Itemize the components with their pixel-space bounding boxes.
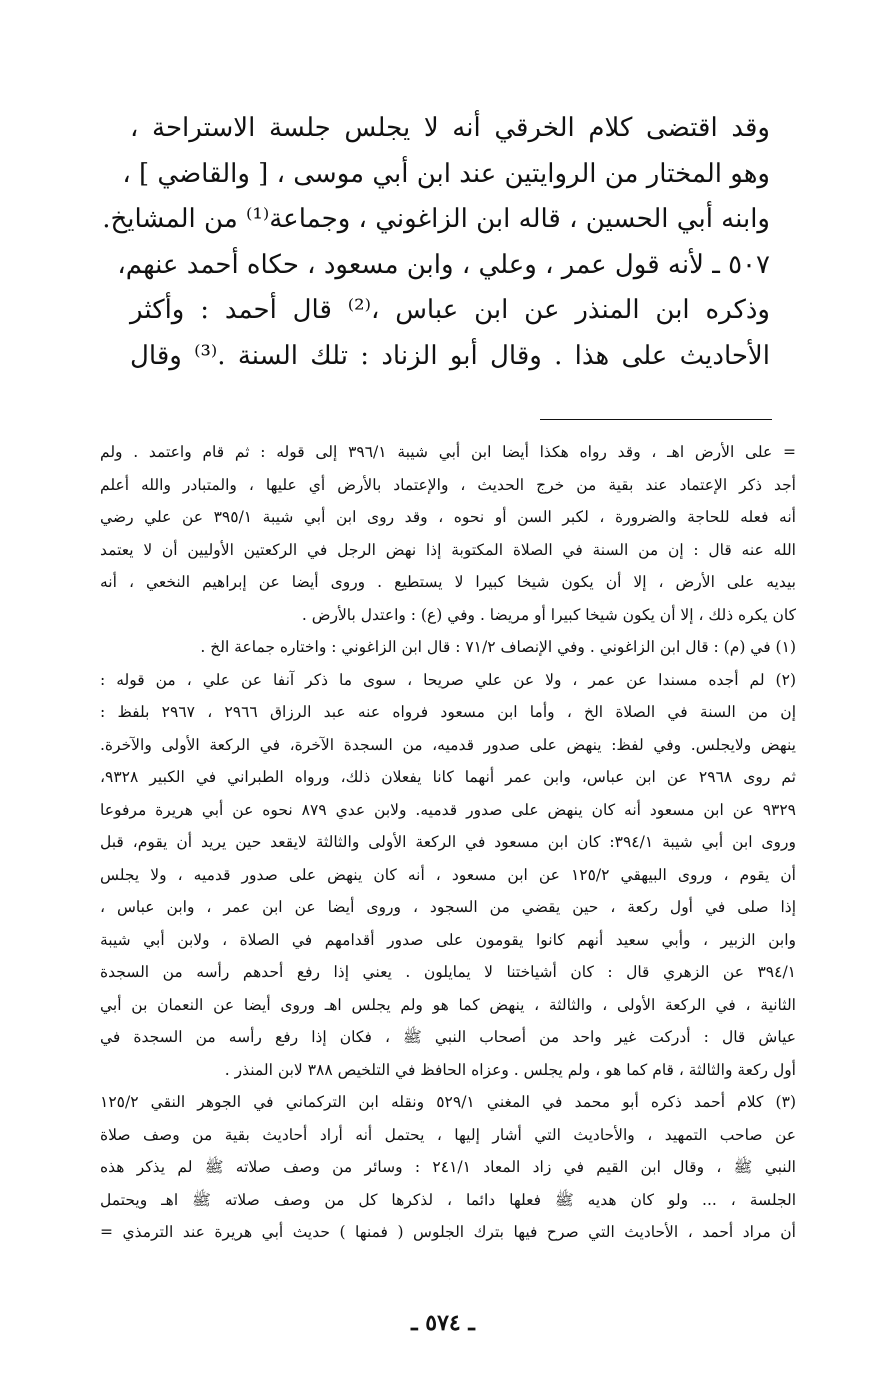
footnote-line: إن من السنة في الصلاة الخ ، وأما ابن مسعود فرواه عنه عبد الرزاق ٢٩٦٦ ، ٢٩٦٧ بلفظ : xyxy=(100,703,796,721)
footnote-line: أن مراد أحمد ، الأحاديث التي صرح فيها بترك الجلوس ( فمنها ) حديث أبي هريرة عند الترمذي = xyxy=(100,1223,796,1241)
footnote-line: بيديه على الأرض ، إلا أن يكون شيخا كبيرا لا يستطيع . وروى أيضا عن إبراهيم النخعي ، أنه xyxy=(100,573,796,591)
main-text-line: وذكره ابن المنذر عن ابن عباس ،⁽²⁾ قال أحمد : وأكثر xyxy=(130,295,770,325)
footnote-line: الجلسة ، ... ولو كان هديه ﷺ فعلها دائما ، لذكرها كل من وصف صلاته ﷺ اهـ ويحتمل xyxy=(100,1190,796,1209)
footnote-line: ٩٣٢٩ عن ابن مسعود أنه كان ينهض على صدور قدميه. ولابن عدي ٨٧٩ نحوه عن أبي هريرة مرفوعا xyxy=(100,800,796,819)
footnote-line: أول ركعة والثالثة ، قام كما هو ، ولم يجلس . وعزاه الحافظ في التلخيص ٣٨٨ لابن المنذر . xyxy=(224,1060,796,1079)
footnote-line: عن صاحب التمهيد ، والأحاديث التي أشار إليها ، يحتمل أنه أراد أحاديث بقية من وصف صلاة xyxy=(100,1125,796,1144)
footnote-line: إذا صلى في أول ركعة ، حين يقضي من السجود ، وروى أيضا عن ابن عمر ، وابن عباس ، xyxy=(100,898,796,916)
footnote-line: ينهض ولايجلس. وفي لفظ: ينهض على صدور قدميه، من السجدة الآخرة، في الركعة الأولى والآخرة. xyxy=(100,735,796,754)
footnote-line: النبي ﷺ ، وقال ابن القيم في زاد المعاد ٢٤١/١ : وسائر من وصف صلاته ﷺ لم يذكر هذه xyxy=(100,1158,796,1176)
footnote-line: الثانية ، في الركعة الأولى ، والثالثة ، ينهض كما هو ولم يجلس اهـ وروى أيضا عن النعمان بن أبي xyxy=(100,995,796,1014)
footnote-1-line: (١) في (م) : قال ابن الزاغوني . وفي الإنصاف ٧١/٢ : قال ابن الزاغوني : واختاره جماعة الخ . xyxy=(200,638,796,656)
footnote-line: الله عنه قال : إن من السنة في الصلاة المكتوبة إذا نهض الرجل في الركعتين الأوليين أن لا يعتمد xyxy=(100,540,796,559)
main-text-line: ٥٠٧ ـ لأنه قول عمر ، وعلي ، وابن مسعود ، حكاه أحمد عنهم، xyxy=(117,249,770,280)
footnote-line: أجد ذكر الإعتماد عند بقية من خرج الحديث ، والإعتماد بالأرض أي عليها ، والمتبادر والله أعلم xyxy=(100,475,796,494)
footnote-line: وروى ابن أبي شيبة ٣٩٤/١: كان ابن مسعود في الركعة الأولى والثالثة لايقعد حين يريد أن يقوم، قبل xyxy=(100,833,796,851)
footnote-2-line: (٢) لم أجده مسندا عن عمر ، ولا عن علي صريحا ، سوى ما ذكر آنفا عن علي ، من قوله : xyxy=(100,670,796,689)
main-text-line: الأحاديث على هذا . وقال أبو الزناد : تلك السنة .⁽³⁾ وقال xyxy=(130,340,770,371)
main-text-line: وابنه أبي الحسين ، قاله ابن الزاغوني ، وجماعة⁽¹⁾ من المشايخ. xyxy=(102,204,770,234)
footnote-line: عياش قال : أدركت غير واحد من أصحاب النبي ﷺ ، فكان إذا رفع رأسه من السجدة في xyxy=(100,1028,796,1046)
footnote-line: ٣٩٤/١ عن الزهري قال : كان أشياختنا لا يمايلون . يعني إذا رفع أحدهم رأسه من السجدة xyxy=(100,963,796,981)
footnote-line: كان يكره ذلك ، إلا أن يكون شيخا كبيرا أو مريضا . وفي (ع) : واعتدل بالأرض . xyxy=(301,605,796,624)
footnote-separator-rule xyxy=(540,419,772,420)
footnote-line: وابن الزبير ، وأبي سعيد أنهم كانوا يقومون على صدور أقدامهم في الصلاة ، ولابن أبي شيبة xyxy=(100,930,796,949)
footnote-line: = على الأرض اهـ ، وقد رواه هكذا أيضا ابن أبي شيبة ٣٩٦/١ إلى قوله : ثم قام واعتمد . ولم xyxy=(100,443,796,461)
main-text-block xyxy=(102,106,770,379)
footnote-line: أنه فعله للحاجة والضرورة ، لكبر السن أو نحوه ، وقد روى ابن أبي شيبة ٣٩٥/١ عن علي رضي xyxy=(100,508,796,526)
footnote-3-line: (٣) كلام أحمد ذكره أبو محمد في المغني ٥٢٩/١ ونقله ابن التركماني في الجوهر النقي ١٢٥/٢ xyxy=(100,1093,796,1111)
footnote-line: ثم روى ٢٩٦٨ عن ابن عباس، وابن عمر أنهما كانا يفعلان ذلك، ورواه الطبراني في الكبير ٩٣٢٨، xyxy=(100,768,796,786)
footnote-line: أن يقوم ، وروى البيهقي ١٢٥/٢ عن ابن مسعود ، أنه كان ينهض على صدور قدميه ، ولا يجلس xyxy=(100,865,796,884)
main-text-line: وقد اقتضى كلام الخرقي أنه لا يجلس جلسة الاستراحة ، xyxy=(130,113,770,143)
page-number: ـ ٥٧٤ ـ xyxy=(411,1310,475,1336)
main-text-line: وهو المختار من الروايتين عند ابن أبي موسى ، [ والقاضي ] ، xyxy=(122,158,770,189)
footnotes-block xyxy=(100,436,796,1249)
